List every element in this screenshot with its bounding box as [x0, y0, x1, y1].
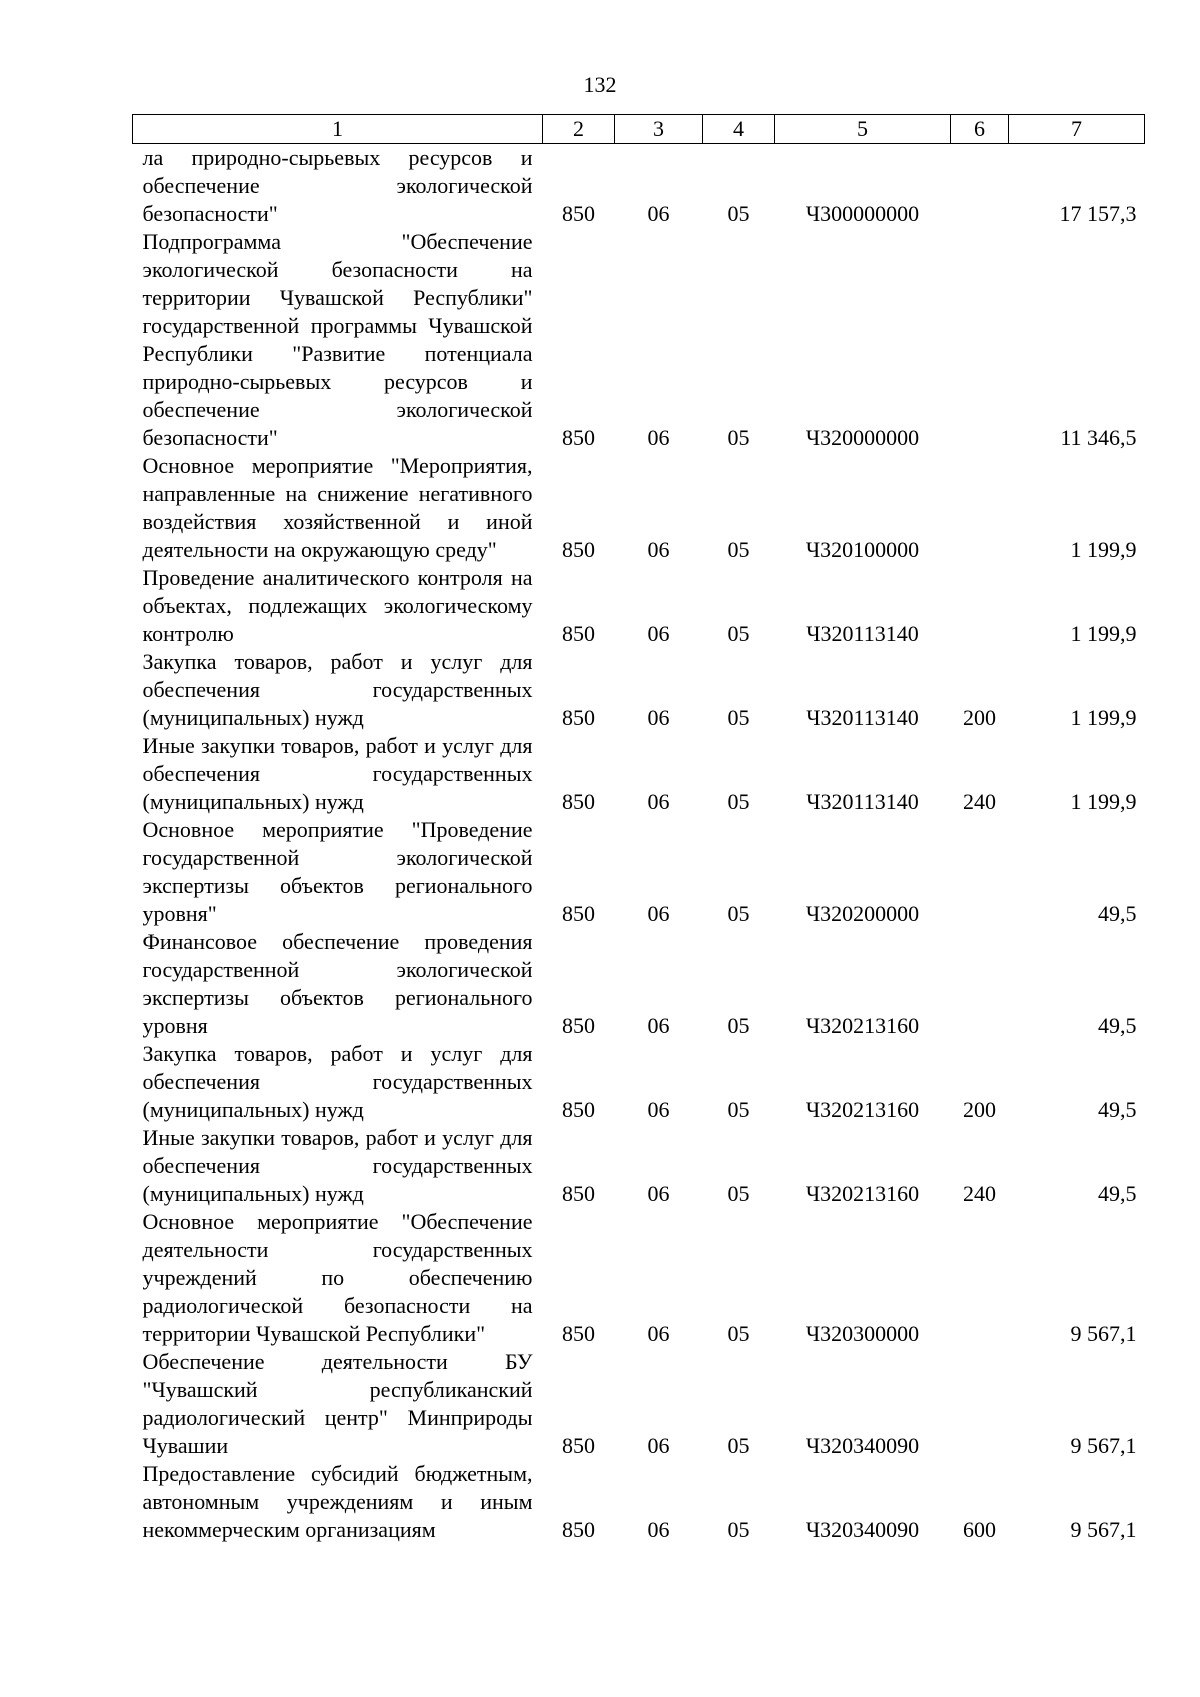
- cell-target: Ч320113140: [806, 789, 919, 814]
- row-title: Иные закупки товаров, работ и услуг для обеспечения государственных (муниципальных) нужд: [142, 1125, 533, 1206]
- cell-name: [133, 732, 543, 816]
- cell-subsection: 05: [727, 901, 750, 926]
- cell-name: [133, 144, 543, 229]
- cell-sum: 17 157,3: [1059, 201, 1137, 226]
- cell-sum: 9 567,1: [1070, 1321, 1137, 1346]
- header-cell-expense-type: 6: [951, 115, 1009, 144]
- page-number: 132: [583, 72, 617, 97]
- cell-ministry: 850: [562, 201, 595, 226]
- header-cell-ministry: 2: [543, 115, 615, 144]
- table-row: [133, 1460, 1145, 1544]
- cell-target: Ч320113140: [806, 621, 919, 646]
- row-title: Закупка товаров, работ и услуг для обеспечения государственных (муниципальных) нужд: [142, 649, 533, 730]
- cell-sum: 1 199,9: [1070, 621, 1137, 646]
- row-title: Закупка товаров, работ и услуг для обеспечения государственных (муниципальных) нужд: [142, 1041, 533, 1122]
- cell-ministry: 850: [562, 1517, 595, 1542]
- cell-section: 06: [647, 1013, 670, 1038]
- cell-target: Ч320000000: [805, 425, 920, 450]
- table-row: [133, 648, 1145, 732]
- table-row: [133, 452, 1145, 564]
- cell-sum: 49,5: [1098, 901, 1137, 926]
- cell-target: Ч320213160: [805, 1181, 920, 1206]
- cell-ministry: 850: [562, 1433, 595, 1458]
- cell-section: 06: [647, 705, 670, 730]
- cell-section: 06: [647, 201, 670, 226]
- cell-target: Ч300000000: [805, 201, 920, 226]
- cell-sum: 11 346,5: [1060, 425, 1137, 450]
- row-title: Предоставление субсидий бюджетным, автономным учреждениям и иным некоммерческим организациям: [142, 1461, 533, 1542]
- table-row: [133, 732, 1145, 816]
- row-title: Обеспечение деятельности БУ "Чувашский республиканский радиологический центр" Минприроды Чувашии: [142, 1349, 533, 1458]
- cell-expense-type: 600: [963, 1517, 996, 1542]
- cell-ministry: 850: [562, 1321, 595, 1346]
- row-title: Финансовое обеспечение проведения государственной экологической экспертизы объектов регионального уровня: [142, 929, 533, 1038]
- cell-section: 06: [647, 789, 670, 814]
- cell-subsection: 05: [727, 425, 750, 450]
- cell-ministry: 850: [562, 705, 595, 730]
- cell-section: 06: [647, 1517, 670, 1542]
- row-title: Иные закупки товаров, работ и услуг для обеспечения государственных (муниципальных) нужд: [142, 733, 533, 814]
- cell-name: [133, 648, 543, 732]
- cell-subsection: 05: [727, 1013, 750, 1038]
- cell-ministry: 850: [562, 1097, 595, 1122]
- cell-sum: 49,5: [1098, 1097, 1137, 1122]
- cell-section: 06: [647, 901, 670, 926]
- table-row: [133, 1208, 1145, 1348]
- cell-section: 06: [647, 537, 670, 562]
- header-cell-name: 1: [133, 115, 543, 144]
- cell-section: 06: [647, 1097, 670, 1122]
- cell-expense-type: [951, 816, 1009, 928]
- cell-expense-type: [951, 1208, 1009, 1348]
- cell-sum: 1 199,9: [1070, 537, 1137, 562]
- cell-name: [133, 452, 543, 564]
- cell-expense-type: 200: [963, 705, 996, 730]
- cell-expense-type: [951, 452, 1009, 564]
- cell-target: Ч320200000: [805, 901, 920, 926]
- cell-expense-type: 240: [963, 789, 996, 814]
- cell-section: 06: [647, 1321, 670, 1346]
- row-title: Основное мероприятие "Проведение государственной экологической экспертизы объектов регионального уровня": [142, 817, 533, 926]
- cell-sum: 1 199,9: [1070, 789, 1137, 814]
- cell-subsection: 05: [727, 705, 750, 730]
- cell-subsection: 05: [727, 1097, 750, 1122]
- cell-ministry: 850: [562, 1181, 595, 1206]
- cell-section: 06: [647, 1181, 670, 1206]
- header-cell-target: 5: [775, 115, 951, 144]
- cell-name: [133, 928, 543, 1040]
- table-row: [133, 228, 1145, 452]
- cell-target: Ч320213160: [805, 1013, 920, 1038]
- cell-name: [133, 1208, 543, 1348]
- header-cell-section: 3: [615, 115, 703, 144]
- table-row: [133, 564, 1145, 648]
- header-row: [133, 115, 1145, 144]
- row-title: Подпрограмма "Обеспечение экологической безопасности на территории Чувашской Республики" государственной программы Чувашской Республики "Развитие потенциала природно-сырьевых ресурсов и обеспечение экологической безопасности": [142, 229, 533, 450]
- cell-sum: 49,5: [1098, 1013, 1137, 1038]
- cell-target: Ч320113140: [806, 705, 919, 730]
- table-row: [133, 144, 1145, 229]
- table-row: [133, 1040, 1145, 1124]
- cell-target: Ч320340090: [805, 1433, 920, 1458]
- cell-expense-type: [951, 928, 1009, 1040]
- cell-subsection: 05: [727, 537, 750, 562]
- table-body: [133, 144, 1145, 1545]
- cell-ministry: 850: [562, 1013, 595, 1038]
- cell-subsection: 05: [727, 789, 750, 814]
- cell-ministry: 850: [562, 789, 595, 814]
- cell-name: [133, 1460, 543, 1544]
- row-title: Проведение аналитического контроля на объектах, подлежащих экологическому контролю: [142, 565, 533, 646]
- budget-table: [132, 114, 1145, 1544]
- cell-target: Ч320100000: [805, 537, 920, 562]
- header-cell-subsection: 4: [703, 115, 775, 144]
- cell-expense-type: 200: [963, 1097, 996, 1122]
- header-cell-sum: 7: [1009, 115, 1145, 144]
- cell-name: [133, 816, 543, 928]
- cell-name: [133, 1348, 543, 1460]
- cell-subsection: 05: [727, 1321, 750, 1346]
- cell-subsection: 05: [727, 1181, 750, 1206]
- table-row: [133, 928, 1145, 1040]
- cell-section: 06: [647, 1433, 670, 1458]
- table-row: [133, 816, 1145, 928]
- cell-ministry: 850: [562, 537, 595, 562]
- cell-expense-type: [951, 144, 1009, 229]
- row-title: Основное мероприятие "Обеспечение деятельности государственных учреждений по обеспечению радиологической безопасности на территории Чувашской Республики": [142, 1209, 533, 1346]
- cell-expense-type: 240: [963, 1181, 996, 1206]
- cell-name: [133, 1040, 543, 1124]
- table-row: [133, 1348, 1145, 1460]
- cell-subsection: 05: [727, 1517, 750, 1542]
- table-row: [133, 1124, 1145, 1208]
- cell-sum: 1 199,9: [1070, 705, 1137, 730]
- table-header: [133, 115, 1145, 144]
- cell-name: [133, 1124, 543, 1208]
- cell-sum: 9 567,1: [1070, 1517, 1137, 1542]
- cell-expense-type: [951, 1348, 1009, 1460]
- cell-target: Ч320213160: [805, 1097, 920, 1122]
- cell-ministry: 850: [562, 901, 595, 926]
- cell-ministry: 850: [562, 621, 595, 646]
- cell-ministry: 850: [562, 425, 595, 450]
- cell-subsection: 05: [727, 621, 750, 646]
- cell-target: Ч320300000: [805, 1321, 920, 1346]
- cell-target: Ч320340090: [805, 1517, 920, 1542]
- cell-name: [133, 564, 543, 648]
- row-title: Основное мероприятие "Мероприятия, направленные на снижение негативного воздействия хозяйственной и иной деятельности на окружающую среду": [142, 453, 533, 562]
- cell-subsection: 05: [727, 1433, 750, 1458]
- row-title: ла природно-сырьевых ресурсов и обеспечение экологической безопасности": [142, 145, 533, 226]
- cell-section: 06: [647, 621, 670, 646]
- cell-expense-type: [951, 228, 1009, 452]
- cell-sum: 9 567,1: [1070, 1433, 1137, 1458]
- cell-expense-type: [951, 564, 1009, 648]
- cell-name: [133, 228, 543, 452]
- cell-section: 06: [647, 425, 670, 450]
- cell-subsection: 05: [727, 201, 750, 226]
- cell-sum: 49,5: [1098, 1181, 1137, 1206]
